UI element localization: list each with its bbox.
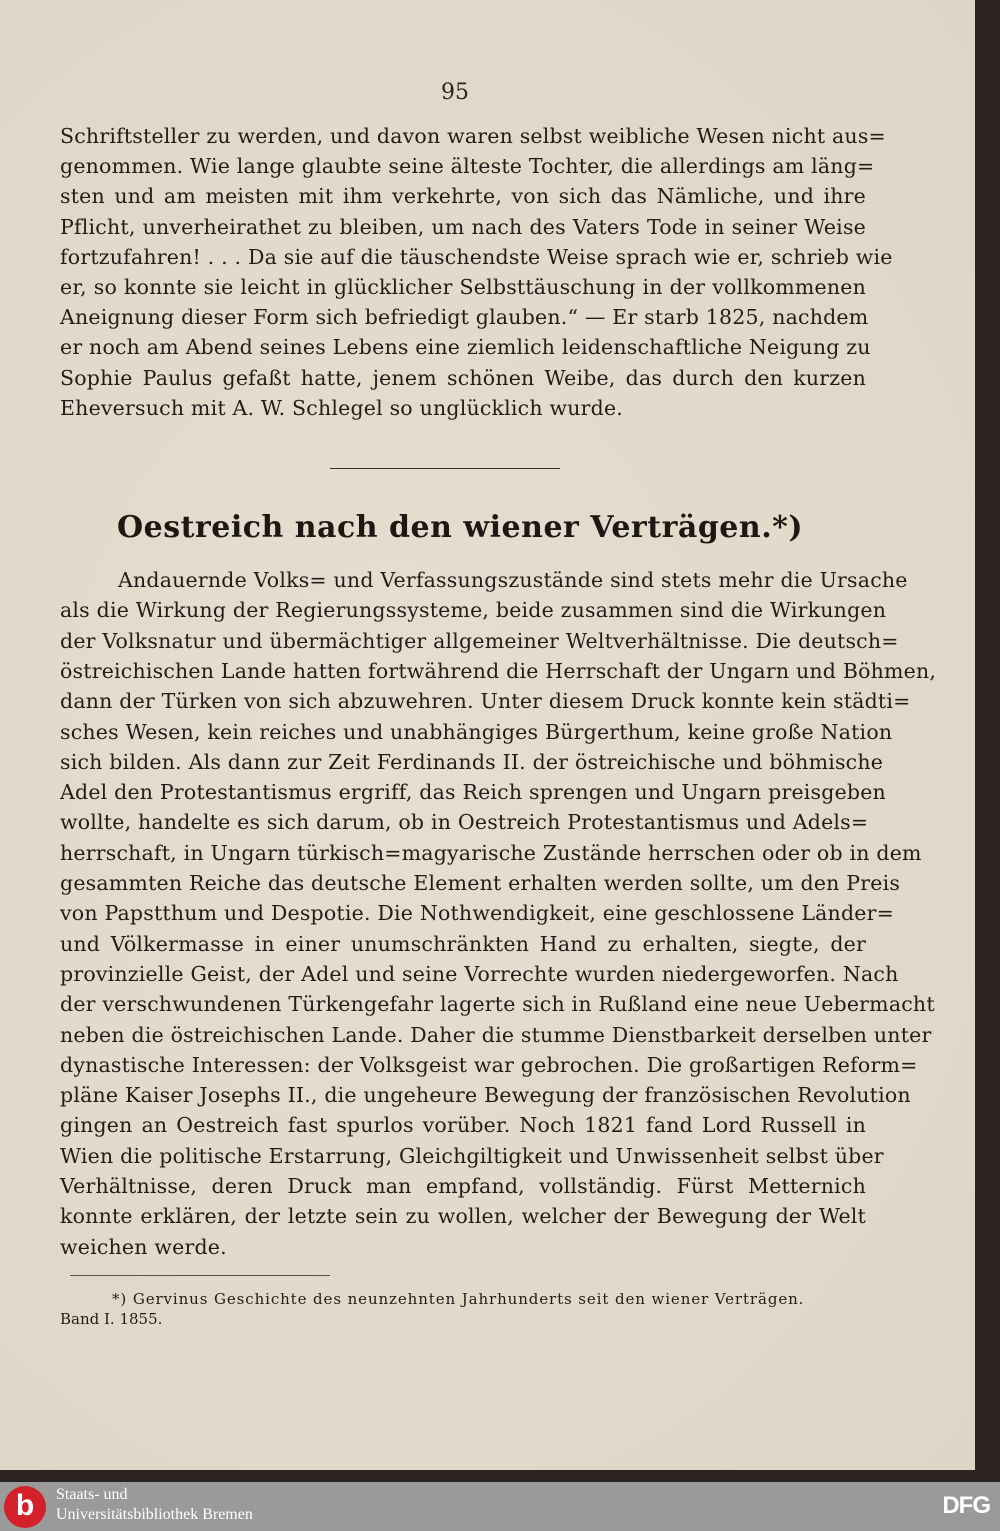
library-name-line1: Staats- und bbox=[56, 1486, 128, 1503]
footnote-rule bbox=[70, 1275, 330, 1276]
text-line: der verschwundenen Türkengefahr lagerte sich in Rußland eine neue Uebermacht bbox=[60, 992, 935, 1017]
dfg-logo-icon[interactable]: DFG bbox=[942, 1492, 990, 1519]
library-logo-icon[interactable]: b bbox=[4, 1486, 46, 1528]
text-line: herrschaft, in Ungarn türkisch=magyarische Zustände herrschen oder ob in dem bbox=[60, 840, 922, 865]
text-line: Sophie Paulus gefaßt hatte, jenem schönen Weibe, das durch den kurzen bbox=[60, 365, 866, 390]
text-line: und Völkermasse in einer unumschränkten Hand zu erhalten, siegte, der bbox=[60, 931, 866, 956]
text-line: östreichischen Lande hatten fortwährend die Herrschaft der Ungarn und Böhmen, bbox=[60, 658, 937, 683]
text-line: Wien die politische Erstarrung, Gleichgiltigkeit und Unwissenheit selbst über bbox=[60, 1143, 884, 1168]
text-line: Adel den Protestantismus ergriff, das Reich sprengen und Ungarn preisgeben bbox=[60, 780, 886, 805]
text-line: sten und am meisten mit ihm verkehrte, von sich das Nämliche, und ihre bbox=[60, 184, 866, 209]
text-line: wollte, handelte es sich darum, ob in Oestreich Protestantismus und Adels= bbox=[60, 810, 869, 835]
text-line: Pflicht, unverheirathet zu bleiben, um nach des Vaters Tode in seiner Weise bbox=[60, 214, 866, 239]
text-line: Eheversuch mit A. W. Schlegel so unglücklich wurde. bbox=[60, 395, 623, 420]
text-line: sches Wesen, kein reiches und unabhängiges Bürgerthum, keine große Nation bbox=[60, 719, 893, 744]
footnote-line: *) Gervinus Geschichte des neunzehnten Jahrhunderts seit den wiener Verträgen. bbox=[112, 1290, 805, 1308]
text-line: Schriftsteller zu werden, und davon waren selbst weibliche Wesen nicht aus= bbox=[60, 124, 886, 148]
text-line: er noch am Abend seines Lebens eine ziemlich leidenschaftliche Neigung zu bbox=[60, 335, 871, 360]
section-title: Oestreich nach den wiener Verträgen.*) bbox=[116, 510, 804, 545]
text-line: er, so konnte sie leicht in glücklicher Selbsttäuschung in der vollkommenen bbox=[60, 275, 866, 299]
text-line: sich bilden. Als dann zur Zeit Ferdinands II. der östreichische und böhmische bbox=[60, 749, 884, 774]
text-line: fortzufahren! . . . Da sie auf die täuschendste Weise sprach wie er, schrieb wie bbox=[60, 244, 893, 269]
text-line: als die Wirkung der Regierungssysteme, beide zusammen sind die Wirkungen bbox=[60, 598, 887, 623]
library-name[interactable] bbox=[56, 1485, 253, 1525]
footnote-line: Band I. 1855. bbox=[60, 1310, 163, 1328]
text-line: Aneignung dieser Form sich befriedigt glauben.“ — Er starb 1825, nachdem bbox=[60, 305, 869, 330]
text-line: neben die östreichischen Lande. Daher die stumme Dienstbarkeit derselben unter bbox=[60, 1022, 932, 1047]
text-line: konnte erklären, der letzte sein zu wollen, welcher der Bewegung der Welt bbox=[60, 1204, 866, 1229]
text-line: dann der Türken von sich abzuwehren. Unter diesem Druck konnte kein städti= bbox=[60, 689, 911, 714]
text-line: genommen. Wie lange glaubte seine älteste Tochter, die allerdings am läng= bbox=[60, 154, 875, 179]
text-line: provinzielle Geist, der Adel und seine Vorrechte wurden niedergeworfen. Nach bbox=[60, 961, 899, 986]
text-line: von Papstthum und Despotie. Die Nothwendigkeit, eine geschlossene Länder= bbox=[60, 901, 894, 926]
library-name-line2: Universitätsbibliothek Bremen bbox=[56, 1506, 253, 1523]
text-line: der Volksnatur und übermächtiger allgemeiner Weltverhältnisse. Die deutsch= bbox=[60, 628, 899, 653]
text-line: weichen werde. bbox=[60, 1234, 227, 1259]
page-number: 95 bbox=[441, 80, 469, 105]
section-divider bbox=[330, 468, 560, 469]
text-line: dynastische Interessen: der Volksgeist war gebrochen. Die großartigen Reform= bbox=[60, 1052, 918, 1077]
text-line: pläne Kaiser Josephs II., die ungeheure Bewegung der französischen Revolution bbox=[60, 1083, 911, 1108]
text-line: Andauernde Volks= und Verfassungszustände sind stets mehr die Ursache bbox=[118, 568, 908, 592]
text-line: Verhältnisse, deren Druck man empfand, vollständig. Fürst Metternich bbox=[60, 1174, 866, 1198]
text-line: gingen an Oestreich fast spurlos vorüber. Noch 1821 fand Lord Russell in bbox=[60, 1113, 866, 1138]
text-line: gesammten Reiche das deutsche Element erhalten werden sollte, um den Preis bbox=[60, 871, 901, 895]
footer-bar bbox=[0, 1482, 1000, 1531]
